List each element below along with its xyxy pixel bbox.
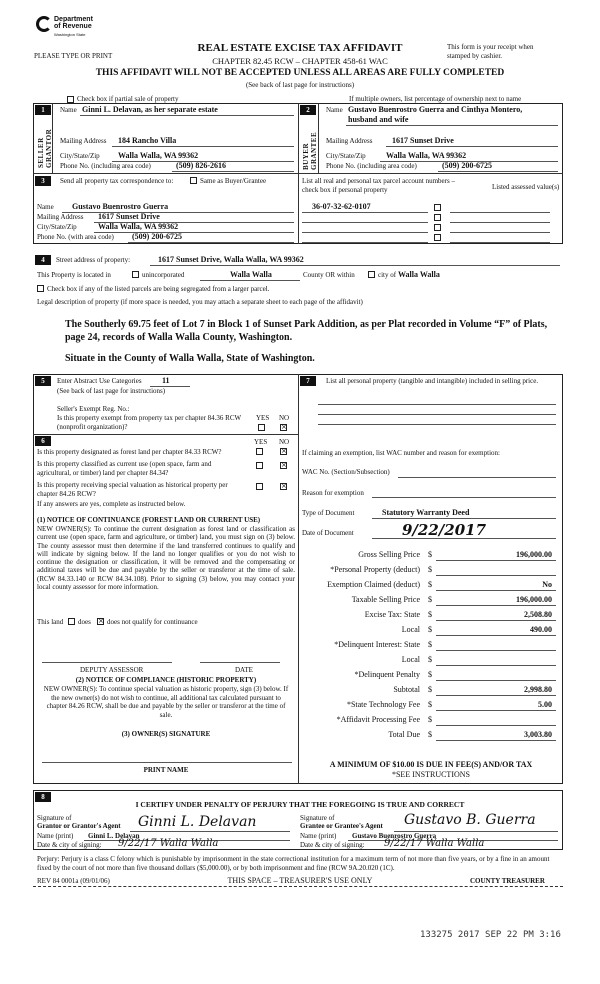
buyer-mailing: 1617 Sunset Drive xyxy=(392,136,454,145)
abstract-use-value: 11 xyxy=(162,376,170,385)
tax-row-currency-2: $ xyxy=(428,580,432,589)
exempt-reg-label: Seller's Exempt Reg. No.: xyxy=(57,405,130,413)
notice2-body: NEW OWNER(S): To continue special valuation as historic property, sign (3) below. If the new owner(s) do not wish to continue, all additional tax calculated pursuant to chapter 84.26 RCW, shall be due and payable by the seller or transferor at the time of sale. xyxy=(43,685,289,719)
tax-corr-label: Send all property tax correspondence to: xyxy=(60,177,174,185)
sec6-yes-header: YES xyxy=(254,438,268,446)
tax-corr-name: Gustavo Buenrostro Guerra xyxy=(72,202,169,211)
county-treasurer-label: COUNTY TREASURER xyxy=(470,877,545,885)
section-1-badge: 1 xyxy=(35,105,51,115)
form-subtitle: CHAPTER 82.45 RCW – CHAPTER 458-61 WAC xyxy=(212,56,388,66)
parcel-personal-checkbox-3[interactable] xyxy=(434,224,441,231)
segregation-checkbox[interactable] xyxy=(37,285,44,292)
historic-question: Is this property receiving special valuation as historical property per chapter 84.26 RCW? xyxy=(37,481,228,498)
section-7-badge: 7 xyxy=(300,376,316,386)
received-stamp: 133275 2017 SEP 22 PM 3:16 xyxy=(420,930,561,940)
tax-row-label-1: *Personal Property (deduct) xyxy=(330,565,420,574)
tax-row-label-0: Gross Selling Price xyxy=(358,550,420,559)
warning-banner: THIS AFFIDAVIT WILL NOT BE ACCEPTED UNLESS ALL AREAS ARE FULLY COMPLETED xyxy=(95,68,505,78)
tax-row-currency-6: $ xyxy=(428,640,432,649)
situate-line: Situate in the County of Walla Walla, State of Washington. xyxy=(65,353,315,364)
form-revision: REV 84 0001a (09/01/06) xyxy=(37,877,110,885)
forest-no-checkbox[interactable]: × xyxy=(281,447,287,455)
does-qualify-checkbox[interactable] xyxy=(68,618,75,625)
buyer-phone-label: Phone No. (including area code) xyxy=(326,162,417,170)
this-land-label: This land xyxy=(37,618,64,626)
tax-row-currency-3: $ xyxy=(428,595,432,604)
receipt-note: This form is your receipt when stamped by cashier. xyxy=(447,43,534,60)
seller-mailing: 184 Rancho Villa xyxy=(118,136,177,145)
tax-corr-phone-label: Phone No. (with area code) xyxy=(37,233,114,241)
section-4-badge: 4 xyxy=(35,255,51,265)
city-of-label: city of xyxy=(378,271,397,279)
buyer-side-label: BUYER GRANTEE xyxy=(302,131,318,170)
owner-signature-label: (3) OWNER(S) SIGNATURE xyxy=(121,730,211,738)
buyer-phone: (509) 200-6725 xyxy=(442,161,492,170)
tax-row-currency-1: $ xyxy=(428,565,432,574)
parcel-personal-checkbox-2[interactable] xyxy=(434,214,441,221)
does-label: does xyxy=(78,618,91,626)
legal-label: Legal description of property (if more space is needed, you may attach a separate sheet to each page of the affidavit) xyxy=(37,298,363,306)
minimum-due-note: A MINIMUM OF $10.00 IS DUE IN FEE(S) AND/OR TAX xyxy=(329,760,533,769)
tax-row-label-9: Subtotal xyxy=(393,685,420,694)
parcel-header: List all real and personal tax parcel account numbers – check box if personal property xyxy=(302,177,455,194)
dor-logo xyxy=(36,14,100,40)
buyer-name-label: Name xyxy=(326,106,343,114)
tax-table xyxy=(300,550,560,746)
grantee-signature: Gustavo B. Guerra xyxy=(404,812,536,828)
exempt-question: Is this property exempt from property tax per chapter 84.36 RCW (nonprofit organization)? xyxy=(57,414,241,431)
seller-phone: (509) 826-2616 xyxy=(176,161,226,170)
seller-name-label: Name xyxy=(60,106,77,114)
doc-type-label: Type of Document xyxy=(302,509,355,517)
property-county: Walla Walla xyxy=(230,270,272,279)
grantee-name-print: Gustavo Buenrostro Guerra xyxy=(352,832,437,840)
does-not-label: does not qualify for continuance xyxy=(107,618,198,626)
print-note: PLEASE TYPE OR PRINT xyxy=(34,52,113,60)
see-instructions-note: *SEE INSTRUCTIONS xyxy=(391,770,470,779)
logo-sub: Washington State xyxy=(54,32,86,37)
logo-swoosh-icon xyxy=(36,16,52,32)
current-use-no-checkbox[interactable]: × xyxy=(281,461,287,469)
tax-row-value-0: 196,000.00 xyxy=(516,550,552,559)
if-yes-note: If any answers are yes, complete as instructed below. xyxy=(37,500,186,508)
buyer-name-line2: husband and wife xyxy=(348,115,409,124)
legal-description: The Southerly 69.75 feet of Lot 7 in Block 1 of Sunset Park Addition, as per Plat recorded in Volume “F” of Plats, page 24, records of Walla Walla County, Washington. xyxy=(65,319,548,343)
tax-row-label-11: *Affidavit Processing Fee xyxy=(336,715,420,724)
grantor-signature: Ginni L. Delavan xyxy=(138,814,257,830)
certify-statement: I CERTIFY UNDER PENALTY OF PERJURY THAT THE FOREGOING IS TRUE AND CORRECT xyxy=(135,800,465,809)
forest-land-question: Is this property designated as forest land per chapter 84.33 RCW? xyxy=(37,448,222,456)
grantor-date-city: 9/22/17 Walla Walla xyxy=(118,838,219,849)
current-use-question: Is this property classified as current use (open space, farm and agricultural, or timber) land per chapter 84.34? xyxy=(37,460,212,477)
abstract-use-label: Enter Abstract Use Categories xyxy=(57,377,142,385)
tax-row-value-9: 2,998.80 xyxy=(524,685,552,694)
tax-row-currency-12: $ xyxy=(428,730,432,739)
tax-corr-mailing-label: Mailing Address xyxy=(37,213,84,221)
buyer-mailing-label: Mailing Address xyxy=(326,137,373,145)
partial-sale-checkbox[interactable] xyxy=(67,96,74,103)
doc-type-value: Statutory Warranty Deed xyxy=(382,508,470,517)
grantee-date-city: 9/22/17 Walla Walla xyxy=(384,838,485,849)
tax-row-currency-0: $ xyxy=(428,550,432,559)
forest-yes-checkbox[interactable] xyxy=(256,448,263,455)
tax-row-currency-5: $ xyxy=(428,625,432,634)
sec5-no-header: NO xyxy=(279,414,290,422)
abstract-see-back: (See back of last page for instructions) xyxy=(57,387,166,395)
tax-row-label-4: Excise Tax: State xyxy=(364,610,420,619)
seller-city-label: City/State/Zip xyxy=(60,152,100,160)
reason-label: Reason for exemption xyxy=(302,489,364,497)
seller-mailing-label: Mailing Address xyxy=(60,137,107,145)
section-6-badge: 6 xyxy=(35,436,51,446)
assessed-header: Listed assessed value(s) xyxy=(492,183,560,191)
same-as-buyer-label: Same as Buyer/Grantee xyxy=(200,177,267,185)
seller-name: Ginni L. Delavan, as her separate estate xyxy=(82,105,218,114)
tax-row-currency-11: $ xyxy=(428,715,432,724)
tax-row-label-8: *Delinquent Penalty xyxy=(354,670,420,679)
grantee-date-label: Date & city of signing: xyxy=(300,841,365,849)
grantee-name-label: Name (print) xyxy=(300,832,337,840)
sec5-yes-header: YES xyxy=(256,414,270,422)
seller-side-label: SELLER GRANTOR xyxy=(37,128,53,168)
wac-label: WAC No. (Section/Subsection) xyxy=(302,468,390,476)
notice2-title: (2) NOTICE OF COMPLIANCE (HISTORIC PROPERTY) xyxy=(75,676,257,684)
tax-row-value-3: 196,000.00 xyxy=(516,595,552,604)
notice1-title: (1) NOTICE OF CONTINUANCE (FOREST LAND OR CURRENT USE) xyxy=(37,516,261,524)
parcel-number: 36-07-32-62-0107 xyxy=(312,202,371,211)
doc-date-label: Date of Document xyxy=(302,529,354,537)
current-use-yes-checkbox[interactable] xyxy=(256,462,263,469)
buyer-city: Walla Walla, WA 99362 xyxy=(386,151,467,160)
partial-sale-label: Check box if partial sale of property xyxy=(77,95,179,103)
tax-row-currency-8: $ xyxy=(428,670,432,679)
seller-city: Walla Walla, WA 99362 xyxy=(118,151,199,160)
logo-text: Department of Revenue xyxy=(54,16,93,30)
tax-row-currency-4: $ xyxy=(428,610,432,619)
property-street: 1617 Sunset Drive, Walla Walla, WA 99362 xyxy=(158,255,304,264)
tax-corr-city-label: City/State/Zip xyxy=(37,223,77,231)
buyer-city-label: City/State/Zip xyxy=(326,152,366,160)
grantor-sig-label-a: Signature of xyxy=(37,814,72,822)
tax-row-label-5: Local xyxy=(401,625,420,634)
tax-row-currency-7: $ xyxy=(428,655,432,664)
print-name-label: PRINT NAME xyxy=(143,766,189,774)
notice1-body: NEW OWNER(S): To continue the current designation as forest land or classification as current use (open space, farm and agriculture, or timber) land, you must sign on (3) below. The county assessor must then determine if the land transferred continues to qualify and will indicate by signing below. If the land no longer qualifies or you do not wish to continue the designation or classification, it will be removed and the compensating or additional taxes will be due and payable by the seller or transferor at the time of sale. (RCW 84.33.140 or RCW 84.34.108). Prior to signing (3) below, you may contact your local county assessor for more information. xyxy=(37,525,295,592)
form-title: REAL ESTATE EXCISE TAX AFFIDAVIT xyxy=(197,42,403,54)
multiple-owners-note: If multiple owners, list percentage of ownership next to name xyxy=(349,95,522,103)
tax-row-value-12: 3,003.80 xyxy=(524,730,552,739)
grantor-agent-label: Grantor or Grantor's Agent xyxy=(37,822,121,830)
section-5-badge: 5 xyxy=(35,376,51,386)
tax-row-label-6: *Delinquent Interest: State xyxy=(334,640,420,649)
city-checkbox[interactable] xyxy=(368,271,375,278)
perjury-statement: Perjury: Perjury is a class C felony which is punishable by imprisonment in the state correctional institution for a maximum term of not more than five years, or by a fine in an amount fixed by the court of not more than five thousand dollars ($5,000.00), or by both imprisonment and fine (RCW 9A.20.020 (1C). xyxy=(37,855,550,872)
grantee-sig-label-a: Signature of xyxy=(300,814,335,822)
section-8-badge: 8 xyxy=(35,792,51,802)
tax-row-value-10: 5.00 xyxy=(538,700,552,709)
grantor-name-print: Ginni L. Delavan xyxy=(88,832,140,840)
parcel-personal-checkbox-1[interactable] xyxy=(434,204,441,211)
treasurer-use-only: THIS SPACE – TREASURER'S USE ONLY xyxy=(227,876,373,885)
section-2-badge: 2 xyxy=(300,105,316,115)
segregation-label: Check box if any of the listed parcels are being segregated from a larger parcel. xyxy=(47,285,270,293)
tax-corr-mailing: 1617 Sunset Drive xyxy=(98,212,160,221)
tax-row-value-2: No xyxy=(542,580,552,589)
date-label: DATE xyxy=(235,666,253,674)
parcel-personal-checkbox-4[interactable] xyxy=(434,234,441,241)
unincorporated-checkbox[interactable] xyxy=(132,271,139,278)
tax-row-currency-10: $ xyxy=(428,700,432,709)
tax-corr-city: Walla Walla, WA 99362 xyxy=(98,222,179,231)
tax-row-label-10: *State Technology Fee xyxy=(346,700,420,709)
street-label: Street address of property: xyxy=(56,256,131,264)
tax-row-currency-9: $ xyxy=(428,685,432,694)
tax-corr-phone: (509) 200-6725 xyxy=(132,232,182,241)
same-as-buyer-checkbox[interactable] xyxy=(190,177,197,184)
exemption-claim-label: If claiming an exemption, list WAC number and reason for exemption: xyxy=(302,449,500,457)
buyer-name-line1: Gustavo Buenrostro Guerra and Cinthya Montero, xyxy=(348,105,523,114)
section-3-badge: 3 xyxy=(35,176,51,186)
sec6-no-header: NO xyxy=(279,438,290,446)
grantor-date-label: Date & city of signing: xyxy=(37,841,102,849)
deputy-assessor-label: DEPUTY ASSESSOR xyxy=(80,666,144,674)
exempt-yes-checkbox[interactable] xyxy=(258,424,265,431)
tax-row-label-2: Exemption Claimed (deduct) xyxy=(327,580,420,589)
does-not-qualify-checkbox[interactable]: × xyxy=(98,617,104,625)
tax-row-label-12: Total Due xyxy=(388,730,420,739)
seller-phone-label: Phone No. (including area code) xyxy=(60,162,151,170)
property-city: Walla Walla xyxy=(398,270,440,279)
unincorporated-label: unincorporated xyxy=(142,271,185,279)
located-label: This Property is located in xyxy=(37,271,111,279)
instructions-note: (See back of last page for instructions) xyxy=(245,81,355,89)
county-or-within: County OR within xyxy=(303,271,355,279)
exempt-no-checkbox[interactable]: × xyxy=(281,423,287,431)
historic-no-checkbox[interactable]: × xyxy=(281,482,287,490)
tax-row-value-5: 490.00 xyxy=(530,625,552,634)
tax-row-label-7: Local xyxy=(401,655,420,664)
grantor-name-label: Name (print) xyxy=(37,832,74,840)
tax-row-value-4: 2,508.80 xyxy=(524,610,552,619)
tax-corr-name-label: Name xyxy=(37,203,54,211)
doc-date-value: 9/22/2017 xyxy=(402,521,487,539)
grantee-agent-label: Grantee or Grantee's Agent xyxy=(300,822,383,830)
personal-property-label: List all personal property (tangible and intangible) included in selling price. xyxy=(326,377,539,385)
tax-row-label-3: Taxable Selling Price xyxy=(351,595,420,604)
historic-yes-checkbox[interactable] xyxy=(256,483,263,490)
